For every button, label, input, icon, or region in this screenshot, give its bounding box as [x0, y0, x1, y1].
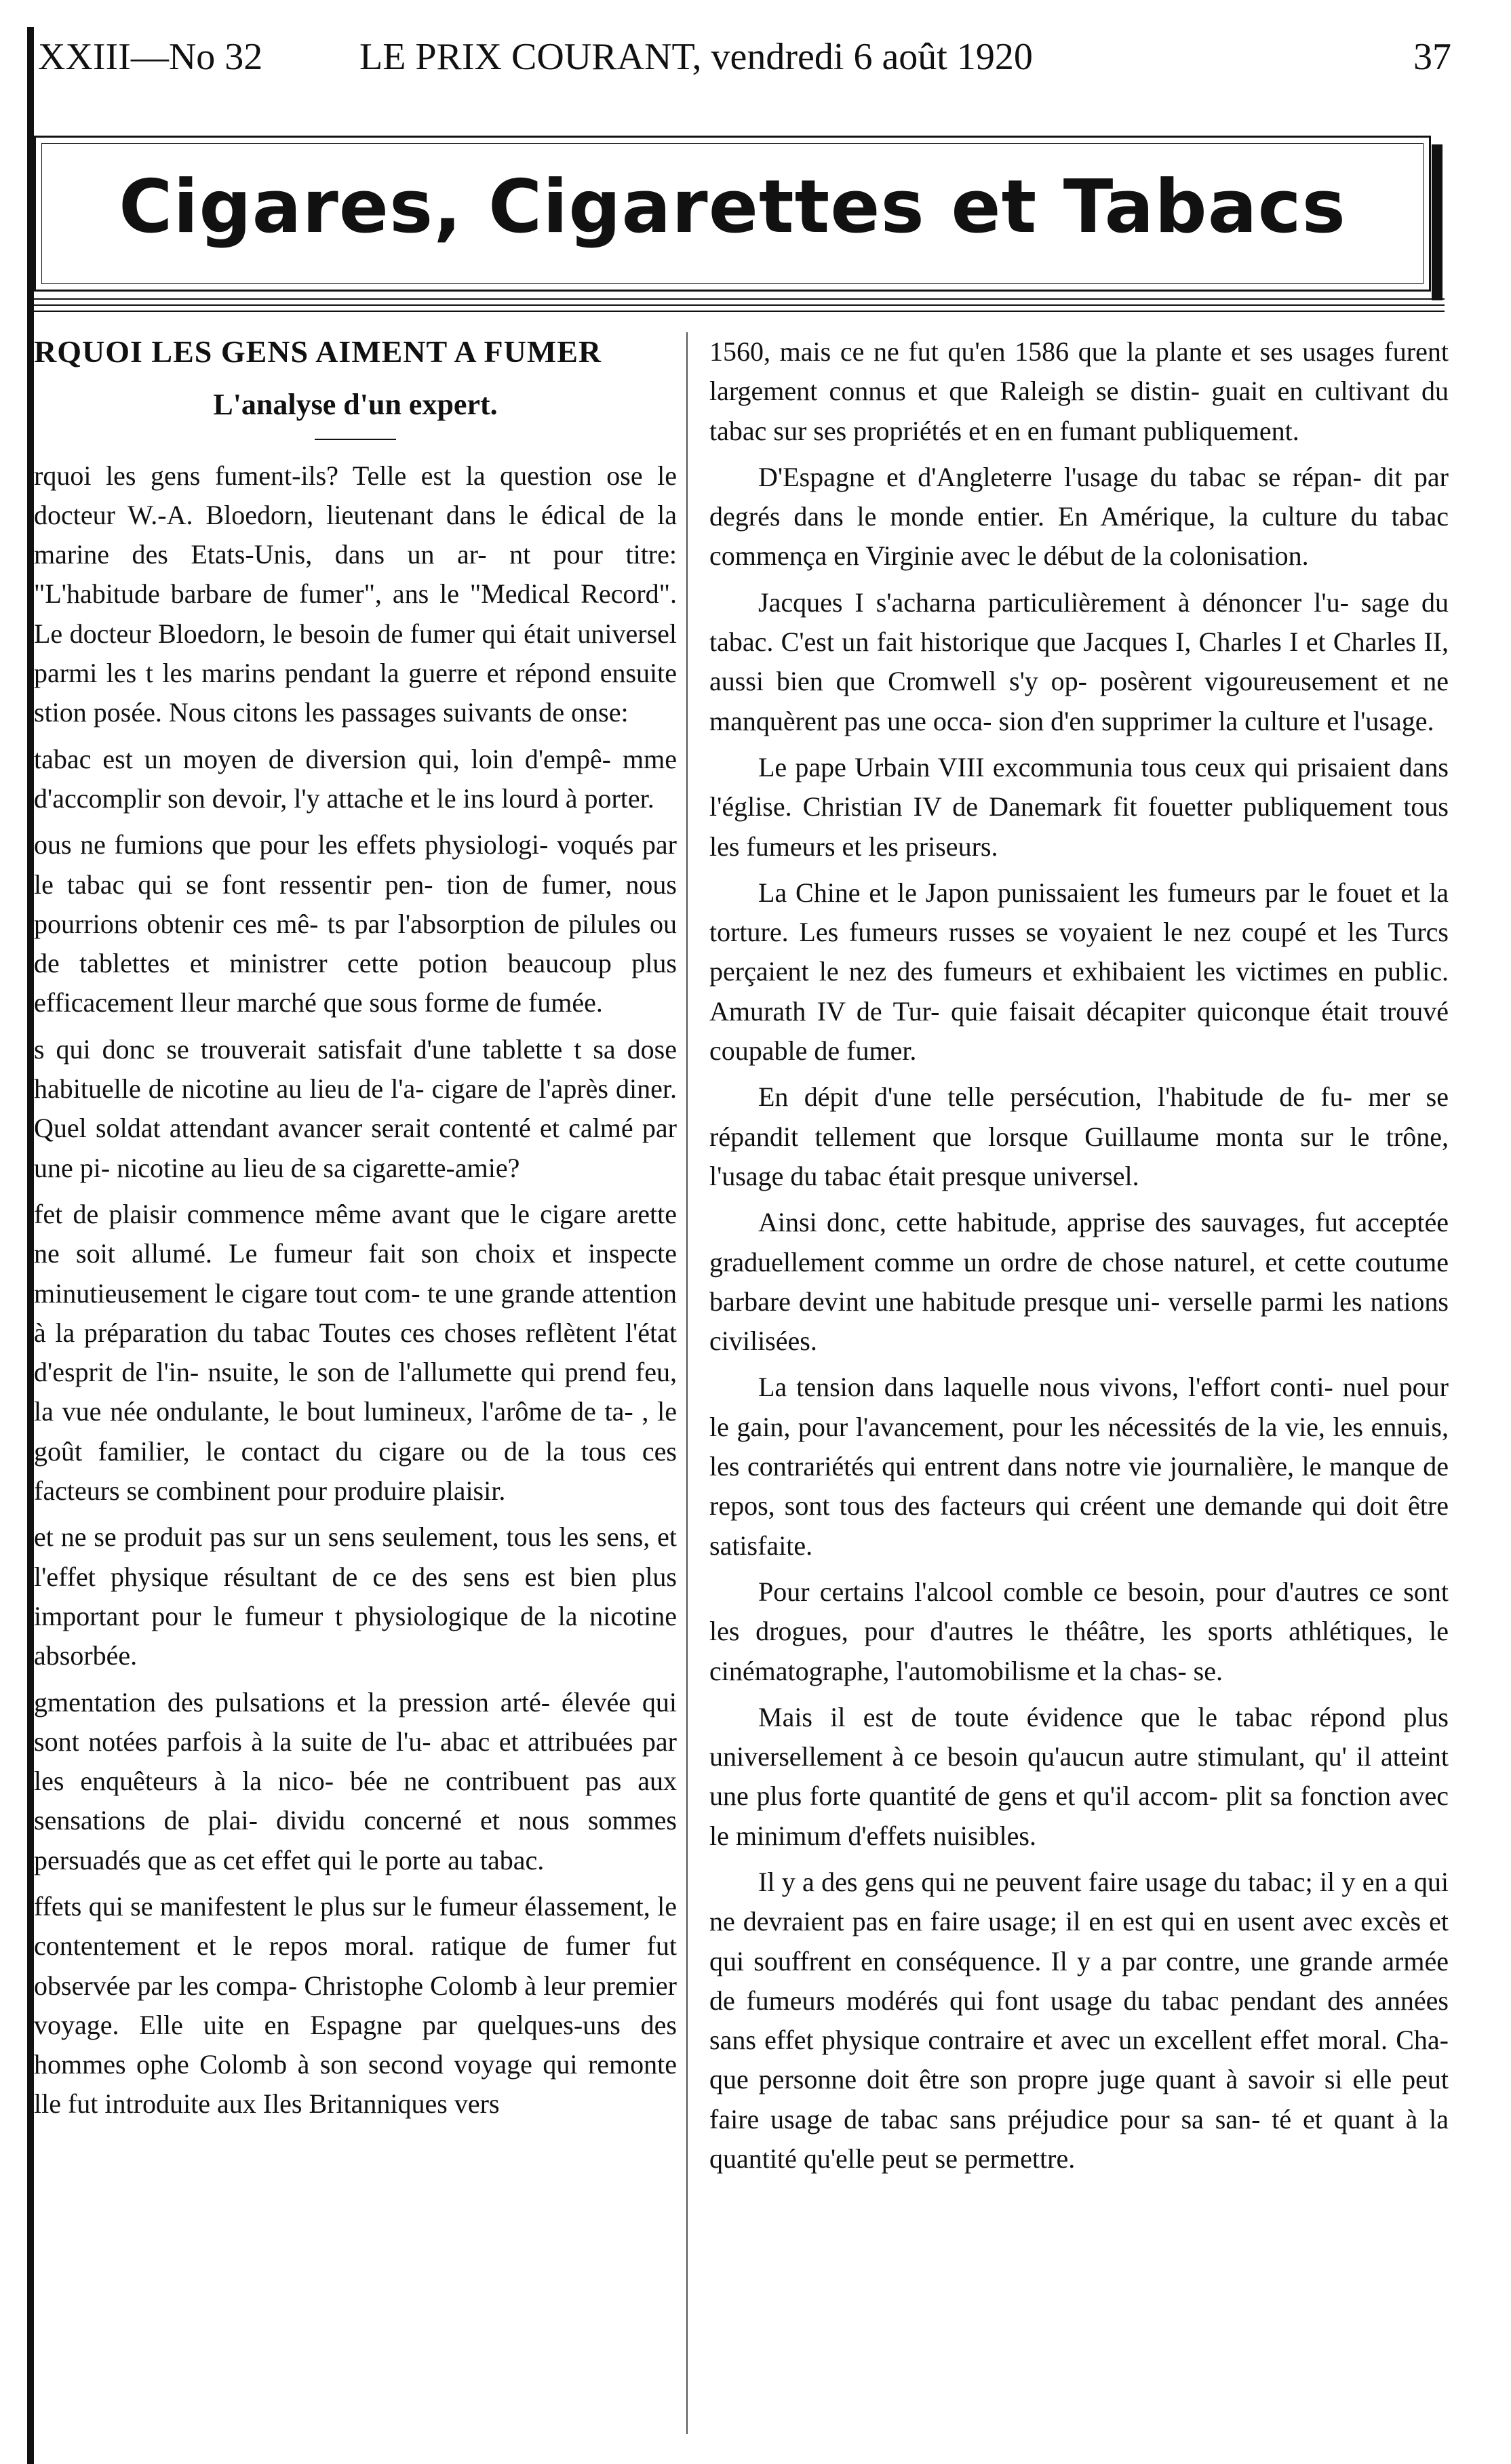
article-paragraph: rquoi les gens fument-ils? Telle est la question ose le docteur W.-A. Bloedorn, lieutenant dans le édical de la marine des Etats-Unis, dans un ar- nt pour titre: "L'habitude barbare de fumer", ans le "Medical Record". Le docteur Bloedorn, le besoin de fumer qui était universel parmi les t les marins pendant la guerre et répond ensuite stion posée. Nous citons les passages suivants de onse: — [34, 460, 677, 728]
article-paragraph: Mais il est de toute évidence que le tabac répond plus universellement à ce besoin qu'aucun autre stimulant, qu' il atteint une plus forte quantité de gens et qu'il accom- plit sa fonction avec le minimum d'effets nuisibles. — [709, 1701, 1449, 1851]
article-paragraph: fet de plaisir commence même avant que le cigare arette ne soit allumé. Le fumeur fait son choix et inspecte minutieusement le cigare tout com- te une grande attention à la préparation du tabac Toutes ces choses reflètent l'état d'esprit de l'in- nsuite, le son de l'allumette qui prend feu, la vue née ondulante, le bout lumineux, l'arôme de ta- , le goût familier, le contact du cigare ou de la tous ces facteurs se combinent pour produire plaisir. — [34, 1198, 677, 1507]
article-paragraph: ffets qui se manifestent le plus sur le fumeur élassement, le contentement et le repos moral. ratique de fumer fut observée par les compa- Christophe Colomb à leur premier voyage. Elle uite en Espagne par quelques-uns des hommes ophe Colomb à son second voyage qui remonte lle fut introduite aux Iles Britanniques vers — [34, 1890, 677, 2120]
article-paragraph: et ne se produit pas sur un sens seulement, tous les sens, et l'effet physique résultant de ce des sens est bien plus important pour le fumeur t physiologique de la nicotine absorbée. — [34, 1522, 677, 1671]
paper-name-date: LE PRIX COURANT, vendredi 6 août 1920 — [359, 36, 1033, 78]
article-paragraph: D'Espagne et d'Angleterre l'usage du tabac se répan- dit par degrés dans le monde entier. En Amérique, la culture du tabac commença en Virginie avec le début de la colonisation. — [709, 461, 1449, 572]
article-paragraph: gmentation des pulsations et la pression arté- élevée qui sont notées parfois à la suite de l'u- abac et attribuées par les enquêteurs à la nico- bée ne contribuent pas aux sensations de plai- dividu concerné et nous sommes persuadés que as cet effet qui le porte au tabac. — [34, 1686, 677, 1875]
article-paragraph: La Chine et le Japon punissaient les fumeurs par le fouet et la torture. Les fumeurs russes se voyaient le nez coupé et les Turcs perçaient le nez des fumeurs et exhibaient les victimes en public. Amurath IV de Tur- quie faisait décapiter quiconque était trouvé coupable de fumer. — [709, 877, 1449, 1067]
left-margin-rule — [27, 27, 34, 2464]
article-paragraph: Il y a des gens qui ne peuvent faire usage du tabac; il y en a qui ne devraient pas en faire usage; il en est qui en usent avec excès et qui souffrent en conséquence. Il y a par contre, une grande armée de fumeurs modérés qui font usage du tabac pendant des années sans effet physique contraire et avec un excellent effet moral. Cha- que personne doit être son propre juge quant à savoir si elle peut faire usage de tabac sans préjudice pour sa san- té et quant à la quantité qu'elle peut se permettre. — [709, 1866, 1449, 2174]
page-number: 37 — [1413, 36, 1451, 78]
article-paragraph: ous ne fumions que pour les effets physiologi- voqués par le tabac qui se font ressentir pen- tion de fumer, nous pourrions obtenir ces mê- ts par l'absorption de pilules ou de tablettes et ministrer cette potion beaucoup plus efficacement lleur marché que sous forme de fumée. — [34, 829, 677, 1018]
article-subheadline: L'analyse d'un expert. — [213, 388, 498, 422]
article-paragraph: tabac est un moyen de diversion qui, loin d'empê- mme d'accomplir son devoir, l'y attache et le ins lourd à porter. — [34, 743, 677, 814]
article-paragraph: La tension dans laquelle nous vivons, l'effort conti- nuel pour le gain, pour l'avancement, pour les nécessités de la vie, les ennuis, les contrariétés qui entrent dans notre vie journalière, le manque de repos, sont tous des facteurs qui créent une demande qui doit être satisfaite. — [709, 1372, 1449, 1561]
column-divider — [686, 332, 688, 2434]
section-title: Cigares, Cigarettes et Tabacs — [119, 165, 1346, 250]
title-underline-rules — [34, 298, 1445, 317]
section-title-box — [34, 136, 1431, 292]
page-header — [34, 35, 1451, 83]
article-paragraph: Pour certains l'alcool comble ce besoin, pour d'autres ce sont les drogues, pour d'autres le théâtre, les sports athlétiques, le cinématographe, l'automobilisme et la chas- se. — [709, 1576, 1449, 1686]
title-box-shadow — [1432, 144, 1443, 300]
article-paragraph: En dépit d'une telle persécution, l'habitude de fu- mer se répandit tellement que lorsque Guillaume monta sur le trône, l'usage du tabac était presque universel. — [709, 1081, 1449, 1191]
issue-number: XXIII—No 32 — [38, 36, 263, 78]
subhead-rule — [315, 439, 396, 440]
article-column-left — [34, 332, 677, 2131]
article-paragraph: s qui donc se trouverait satisfait d'une tablette t sa dose habituelle de nicotine au lieu de l'a- cigare de l'après diner. Quel soldat attendant avancer serait contenté et calmé par une pi- nicotine au lieu de sa cigarette-amie? — [34, 1033, 677, 1183]
article-paragraph: Ainsi donc, cette habitude, apprise des sauvages, fut acceptée graduellement comme un ordre de chose naturel, et cette coutume barbare devint une habitude presque uni- verselle parmi les nations civilisées. — [709, 1207, 1449, 1357]
article-paragraph: Le pape Urbain VIII excommunia tous ceux qui prisaient dans l'église. Christian IV de Danemark fit fouetter publiquement tous les fumeurs et les priseurs. — [709, 751, 1449, 862]
article-paragraph: Jacques I s'acharna particulièrement à dénoncer l'u- sage du tabac. C'est un fait historique que Jacques I, Charles I et Charles II, aussi bien que Cromwell s'y op- posèrent vigoureusement et ne manquèrent pas une occa- sion d'en supprimer la culture et l'usage. — [709, 587, 1449, 736]
article-paragraph: 1560, mais ce ne fut qu'en 1586 que la plante et ses usages furent largement connus et que Raleigh se distin- guait en cultivant du tabac sur ses propriétés et en en fumant publiquement. — [709, 336, 1449, 446]
article-column-right — [709, 332, 1449, 2185]
article-headline: RQUOI LES GENS AIMENT A FUMER — [34, 334, 602, 369]
